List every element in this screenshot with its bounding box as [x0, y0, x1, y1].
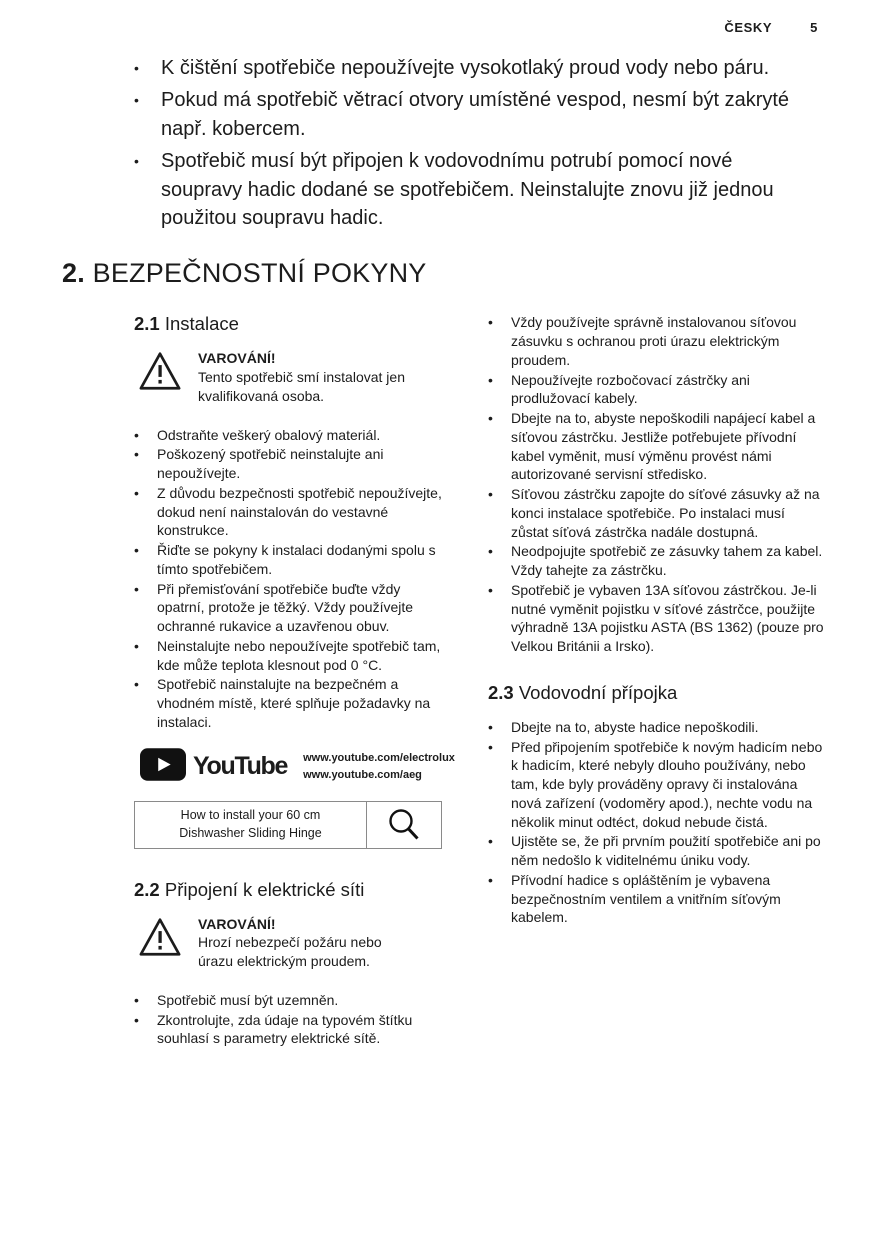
- installation-bullet-list: [134, 426, 442, 732]
- list-item: [134, 675, 442, 731]
- list-item-text: • Síťovou zástrčku zapojte do síťové zásuvky až na konci instalace spotřebiče. Po instalaci musí zůstat síťová zástrčka nadále dostupná.: [511, 486, 820, 540]
- list-item-text: • Spotřebič je vybaven 13A síťovou zástrčkou. Je-li nutné vyměnit pojistku v síťové zástrčce, použijte výhradně 13A pojistku ASTA (BS 1362) (pouze pro Velkou Británii a Irsko).: [511, 581, 824, 655]
- list-item: [488, 738, 824, 832]
- list-item-text: • Neinstalujte nebo nepoužívejte spotřebič tam, kde může teplota klesnout pod 0 °C.: [157, 637, 441, 673]
- warning-triangle-icon: [138, 349, 182, 405]
- list-item: [134, 86, 808, 143]
- subsection-label: Připojení k elektrické síti: [164, 878, 365, 900]
- list-item-text: • Před připojením spotřebiče k novým hadicím nebo k hadicím, které nebyly dlouho používány, nebo tam, kde byly prováděny opravy či instalována nová zařízení (vodoměry apod.), nechte vodu na několik minut odtéct, dokud nebude čistá.: [511, 738, 823, 830]
- list-item-text: • Řiďte se pokyny k instalaci dodanými spolu s tímto spotřebičem.: [157, 542, 436, 577]
- subsection-label: Instalace: [164, 313, 239, 335]
- video-info-text: [135, 802, 367, 848]
- page-header: [724, 20, 818, 35]
- list-item: [488, 409, 824, 484]
- subsection-title-water-connection: [488, 682, 824, 704]
- list-item: [134, 541, 442, 579]
- subsection-number: 2.3: [488, 681, 514, 703]
- list-item: [488, 832, 824, 870]
- warning-box-installation: [138, 349, 442, 405]
- list-item: [134, 580, 442, 636]
- section-number: 2.: [62, 258, 85, 289]
- youtube-logo-row: [140, 748, 455, 786]
- list-item: [134, 1011, 442, 1049]
- warning-title: VAROVÁNÍ!: [198, 915, 276, 932]
- list-item: [134, 426, 442, 445]
- video-info-line1: How to install your 60 cm: [180, 808, 321, 823]
- subsection-label: Vodovodní přípojka: [518, 681, 678, 703]
- youtube-link-electrolux: www.youtube.com/electrolux: [303, 752, 455, 765]
- list-item: [134, 991, 442, 1010]
- list-item-text: • Pokud má spotřebič větrací otvory umístěné vespod, nesmí být zakryté např. kobercem.: [161, 89, 790, 140]
- list-item: [488, 371, 824, 409]
- section-label: BEZPEČNOSTNÍ POKYNY: [92, 258, 427, 289]
- list-item-text: • Přívodní hadice s opláštěním je vybavena bezpečnostním ventilem a vnitřním síťovým kabelem.: [511, 871, 781, 926]
- page-number: 5: [810, 20, 818, 35]
- list-item-text: • Odstraňte veškerý obalový materiál.: [157, 426, 381, 443]
- list-item-text: • Vždy používejte správně instalovanou síťovou zásuvku s ochranou proti úrazu elektrickým proudem.: [511, 314, 797, 368]
- youtube-link-aeg: www.youtube.com/aeg: [303, 768, 422, 781]
- subsection-title-electrical-connection: [134, 879, 442, 901]
- warning-body: [198, 349, 418, 405]
- warning-text: Tento spotřebič smí instalovat jen kvalifikovaná osoba.: [198, 369, 405, 404]
- video-info-line2: Dishwasher Sliding Hinge: [179, 825, 322, 840]
- subsection-number: 2.2: [134, 878, 160, 900]
- list-item: [134, 147, 808, 232]
- list-item: [488, 313, 824, 369]
- list-item: [134, 54, 808, 82]
- list-item-text: • K čištění spotřebiče nepoužívejte vysokotlaký proud vody nebo páru.: [161, 57, 770, 79]
- list-item-text: • Dbejte na to, abyste hadice nepoškodili.: [511, 718, 759, 735]
- list-item-text: • Nepoužívejte rozbočovací zástrčky ani prodlužovací kabely.: [511, 371, 750, 407]
- section-title-safety-instructions: [62, 258, 874, 289]
- list-item: [134, 445, 442, 483]
- two-column-layout: [134, 313, 874, 1049]
- warning-triangle-icon: [138, 915, 182, 971]
- video-info-box: [134, 801, 442, 849]
- list-item-text: • Ujistěte se, že při prvním použití spotřebiče ani po něm nedošlo k viditelnému úniku vody.: [511, 833, 821, 869]
- language-label: ČESKY: [724, 20, 773, 35]
- youtube-links: [303, 750, 455, 783]
- list-item-text: • Při přemisťování spotřebiče buďte vždy opatrní, protože je těžký. Vždy používejte ochranné rukavice a uzavřenou obuv.: [157, 580, 414, 635]
- list-item-text: • Spotřebič musí být uzemněn.: [157, 991, 339, 1008]
- warning-title: VAROVÁNÍ!: [198, 350, 276, 367]
- warning-body: [198, 915, 418, 971]
- list-item: [134, 637, 442, 675]
- list-item-text: • Zkontrolujte, zda údaje na typovém štítku souhlasí s parametry elektrické sítě.: [157, 1011, 413, 1047]
- youtube-wordmark: YouTube: [193, 752, 288, 781]
- water-bullet-list: [488, 718, 824, 927]
- electrical-bullet-list-left: [134, 991, 442, 1048]
- list-item-text: • Spotřebič musí být připojen k vodovodnímu potrubí pomocí nové soupravy hadic dodané se spotřebičem. Neinstalujte znovu již jednou použitou soupravu hadic.: [161, 150, 774, 229]
- warning-box-electrical: [138, 915, 442, 971]
- list-item: [488, 581, 824, 656]
- list-item: [488, 871, 824, 927]
- list-item-text: • Poškozený spotřebič neinstalujte ani nepoužívejte.: [157, 446, 384, 482]
- electrical-bullet-list-right: [488, 313, 824, 656]
- intro-safety-list: [134, 54, 808, 232]
- list-item-text: • Neodpojujte spotřebič ze zásuvky tahem za kabel. Vždy tahejte za zástrčku.: [511, 543, 823, 579]
- list-item-text: • Dbejte na to, abyste nepoškodili napájecí kabel a síťovou zástrčku. Jestliže potřebujete přívodní kabel vyměnit, musí výměnu provést námi autorizované servisní středisko.: [511, 410, 816, 483]
- list-item: [134, 484, 442, 540]
- subsection-title-installation: [134, 313, 442, 335]
- youtube-play-icon: [140, 748, 186, 786]
- left-column: [134, 313, 455, 1049]
- list-item: [488, 485, 824, 541]
- list-item: [488, 542, 824, 580]
- warning-text: Hrozí nebezpečí požáru nebo úrazu elektrickým proudem.: [198, 934, 382, 970]
- list-item-text: • Z důvodu bezpečnosti spotřebič nepoužívejte, dokud není nainstalován do vestavné konstrukce.: [157, 484, 442, 539]
- right-column: [488, 313, 824, 928]
- list-item-text: • Spotřebič nainstalujte na bezpečném a vhodném místě, které splňuje požadavky na instalaci.: [157, 676, 431, 730]
- list-item: [488, 718, 824, 737]
- subsection-number: 2.1: [134, 313, 160, 335]
- magnifier-icon: [367, 802, 441, 848]
